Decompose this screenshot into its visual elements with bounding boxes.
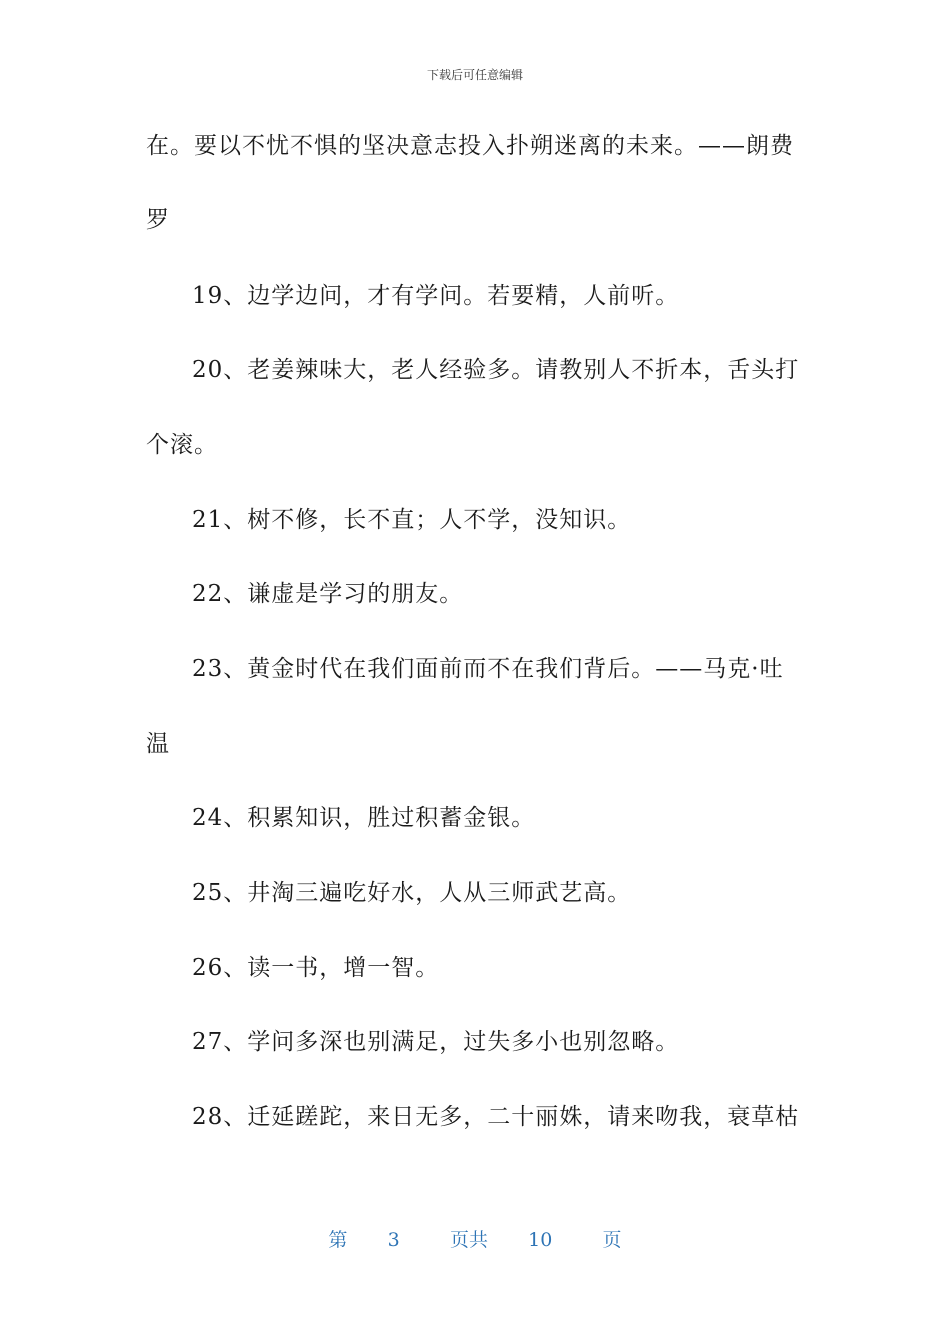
text-line: 28、迁延蹉跎，来日无多，二十丽姝，请来吻我，衰草枯 bbox=[192, 1104, 800, 1130]
text-line: 23、黄金时代在我们面前而不在我们背后。——马克·吐 bbox=[192, 656, 784, 682]
text-line: 21、树不修，长不直；人不学，没知识。 bbox=[192, 507, 632, 533]
text-line: 26、读一书，增一智。 bbox=[192, 955, 440, 981]
text-line: 27、学问多深也别满足，过失多小也别忽略。 bbox=[192, 1029, 680, 1055]
page-footer bbox=[0, 1225, 950, 1252]
page-header: 下载后可任意编辑 bbox=[426, 68, 523, 82]
text-line: 22、谦虚是学习的朋友。 bbox=[192, 581, 464, 607]
text-line: 19、边学边问，才有学问。若要精，人前听。 bbox=[192, 283, 680, 309]
page-label-mid: 页共 bbox=[449, 1229, 488, 1251]
page-label-prefix: 第 bbox=[328, 1229, 348, 1251]
text-line: 在。要以不忧不惧的坚决意志投入扑朔迷离的未来。——朗费 bbox=[146, 133, 794, 159]
text-line: 24、积累知识，胜过积蓄金银。 bbox=[192, 805, 536, 831]
page-label-suffix: 页 bbox=[602, 1229, 622, 1251]
text-line: 20、老姜辣味大，老人经验多。请教别人不折本，舌头打 bbox=[192, 357, 800, 383]
text-line: 个滚。 bbox=[146, 432, 218, 458]
text-line: 温 bbox=[146, 731, 170, 757]
total-pages-number: 10 bbox=[528, 1229, 553, 1251]
text-line: 罗 bbox=[146, 207, 170, 233]
text-line: 25、井淘三遍吃好水，人从三师武艺高。 bbox=[192, 880, 632, 906]
current-page-number: 3 bbox=[387, 1229, 400, 1251]
